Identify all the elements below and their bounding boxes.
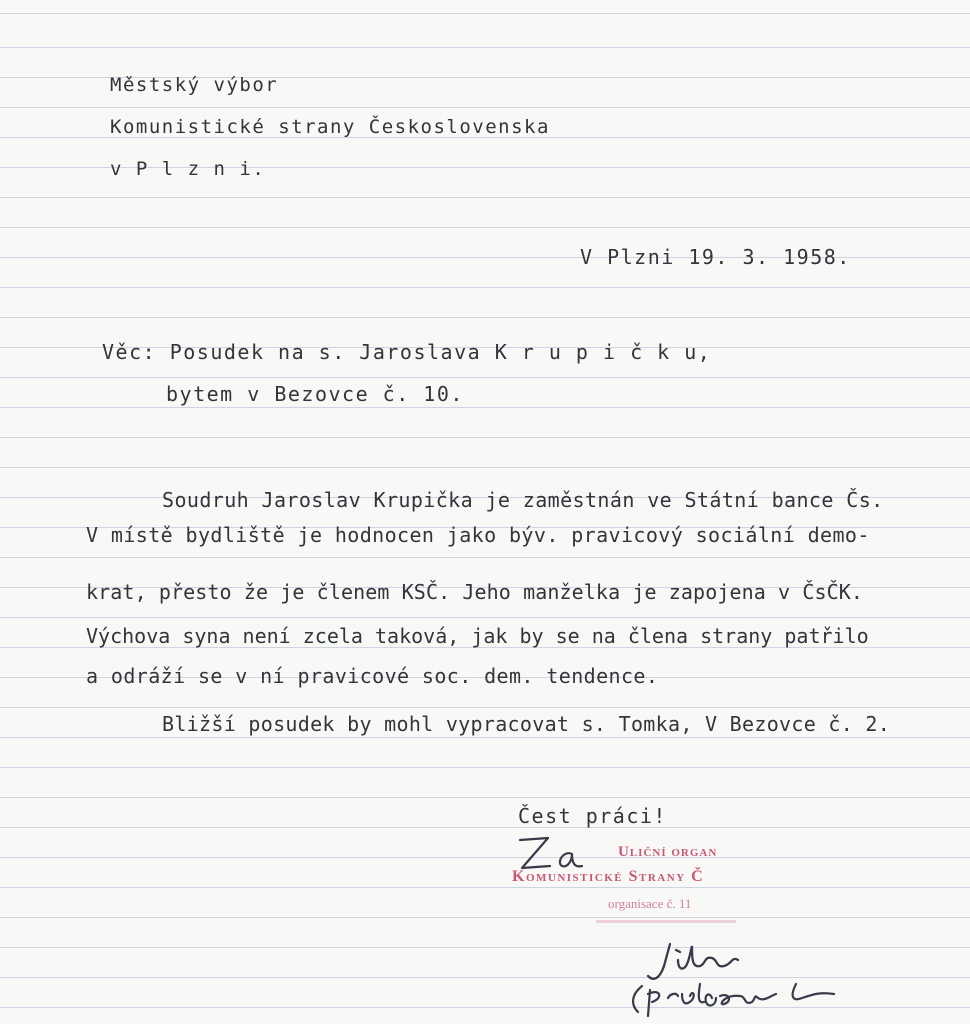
stamp-line-3: organisace č. 11: [608, 896, 692, 911]
subject-line-2: bytem v Bezovce č. 10.: [166, 382, 464, 406]
signature-prefix-handwriting: [512, 832, 592, 882]
letter-date: V Plzni 19. 3. 1958.: [580, 245, 851, 269]
stamp-line-1: Uliční organ: [618, 844, 718, 860]
body-line-6: Bližší posudek by mohl vypracovat s. Tomka, V Bezovce č. 2.: [162, 712, 891, 736]
recipient-line-2: Komunistické strany Československa: [110, 116, 550, 138]
stamp-faded-line: [596, 920, 736, 923]
body-line-5: a odráží se v ní pravicové soc. dem. tendence.: [86, 664, 659, 688]
recipient-line-1: Městský výbor: [110, 74, 279, 96]
body-line-3: krat, přesto že je členem KSČ. Jeho manželka je zapojena v ČsČK.: [86, 580, 864, 604]
handwritten-signature: [620, 936, 860, 1022]
subject-line-1: Věc: Posudek na s. Jaroslava K r u p i č k u,: [102, 340, 712, 364]
body-line-4: Výchova syna není zcela taková, jak by se na člena strany patřilo: [86, 624, 869, 648]
body-line-2: V místě bydliště je hodnocen jako býv. pravicový sociální demo-: [86, 523, 870, 547]
closing-line: Čest práci!: [518, 804, 667, 828]
body-line-1: Soudruh Jaroslav Krupička je zaměstnán ve Státní bance Čs.: [162, 488, 884, 512]
stamp-line-2: Komunistické Strany Č: [512, 868, 705, 885]
recipient-line-3: v P l z n i.: [110, 158, 266, 180]
